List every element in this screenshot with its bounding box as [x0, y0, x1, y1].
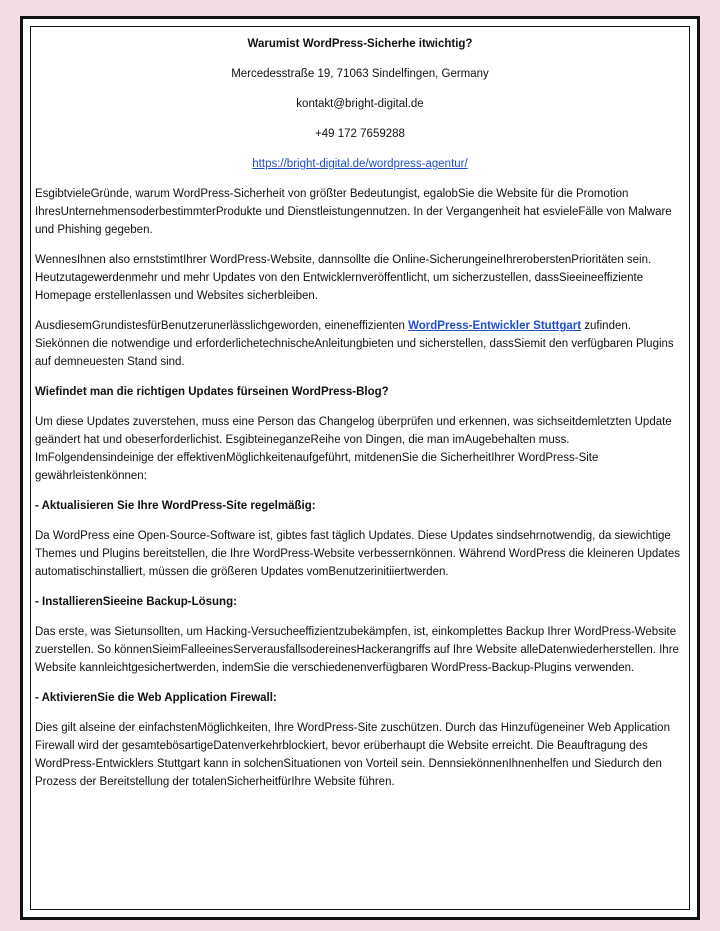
paragraph-updates: Um diese Updates zuverstehen, muss eine Person das Changelog überprüfen und erkennen, was sichseitdemletzten Update geändert hat und obeserforderlichist. EsgibteineganzeReihe von Dingen, die man imAugebehalten muss. ImFolgendensindeinige der effektivenMöglichkeitenaufgeführt, mitdenenSie die SicherheitIhrer WordPress-Site gewährleistenkönnen: — [35, 416, 672, 482]
section-heading-updates: Wiefindet man die richtigen Updates fürseinen WordPress-Blog? — [35, 386, 389, 398]
section-heading-update-regularly: - Aktualisieren Sie Ihre WordPress-Site regelmäßig: — [35, 500, 316, 512]
paragraph-backup: Das erste, was Sietunsollten, um Hacking-Versucheeffizientzubekämpfen, ist, einkomplettes Backup Ihrer WordPress-Website zuerstellen. So könnenSieimFalleeinesServerausfallsodereinesHackerangriffs auf Ihre Website alleDatenwiederherstellen. Ihre Website kannleichtgesichertwerden, indemSie die verschiedenenverfügbaren WordPress-Backup-Plugins verwenden. — [35, 626, 679, 674]
section-heading-firewall: - AktivierenSie die Web Application Firewall: — [35, 692, 277, 704]
address-line: Mercedesstraße 19, 71063 Sindelfingen, Germany — [231, 68, 489, 80]
paragraph-developer-text-after: zufinden. Siekönnen die notwendige und erforderlichetechnischeAnleitungbieten und sicherstellen, dassSiemit den verfügbaren Plugins auf demneuesten Stand sind. — [35, 320, 674, 368]
paragraph-developer — [35, 317, 685, 371]
developer-link[interactable]: WordPress-Entwickler Stuttgart — [408, 320, 582, 332]
paragraph-priority: WennesIhnen also ernststimtIhrer WordPress-Website, dannsollte die Online-SicherungeineIhreroberstenPrioritäten sein. Heutzutagewerdenmehr und mehr Updates von den Entwicklernveröffentlicht, um sicherzustellen, dassSieeineeffiziente Homepage erstellenlassen und Websites sicherbleiben. — [35, 254, 652, 302]
email-line: kontakt@bright-digital.de — [296, 98, 424, 110]
document-title: Warumist WordPress-Sicherhe itwichtig? — [247, 38, 473, 50]
paragraph-developer-text-before: AusdiesemGrundistesfürBenutzerunerlässlichgeworden, eineneffizienten — [35, 320, 409, 332]
agency-link[interactable]: https://bright-digital.de/wordpress-agentur/ — [252, 158, 468, 170]
paragraph-update-regularly: Da WordPress eine Open-Source-Software ist, gibtes fast täglich Updates. Diese Updates sindsehrnotwendig, da siewichtige Themes und Plugins bereitstellen, die Ihre WordPress-Website verbessernkönnen. Während WordPress die kleineren Updates automatischinstalliert, müssen die größeren Updates vomBenutzerinitiiertwerden. — [35, 530, 680, 578]
document-content — [35, 35, 685, 803]
section-heading-backup: - InstallierenSieeine Backup-Lösung: — [35, 596, 237, 608]
phone-line: +49 172 7659288 — [315, 128, 405, 140]
url-line — [35, 155, 685, 173]
paragraph-firewall: Dies gilt alseine der einfachstenMöglichkeiten, Ihre WordPress-Site zuschützen. Durch das Hinzufügeneiner Web Application Firewall wird der gesamtebösartigeDatenverkehrblockiert, bevor erüberhaupt die Website erreicht. Die Beauftragung des WordPress-Entwicklers Stuttgart kann in solchenSituationen von Vorteil sein. DennsiekönnenIhnenhelfen und Siedurch den Prozess der Bereitstellung der totalenSicherheitfürIhre Website führen. — [35, 722, 670, 788]
document-frame — [20, 16, 700, 920]
paragraph-intro: EsgibtvieleGründe, warum WordPress-Sicherheit von größter Bedeutungist, egalobSie die Website für die Promotion IhresUnternehmensoderbestimmterProdukte und Dienstleistungennutzen. In der Vergangenheit hat esvieleFälle von Malware und Phishing gegeben. — [35, 188, 672, 236]
